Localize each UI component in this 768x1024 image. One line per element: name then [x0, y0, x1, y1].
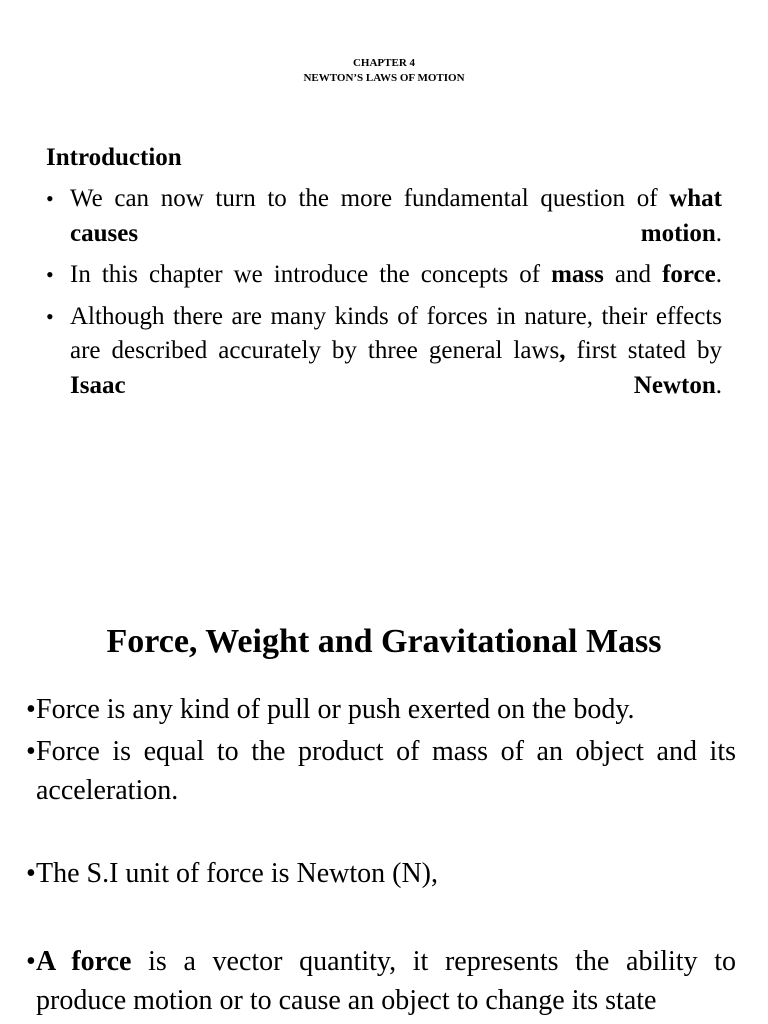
intro-bullet-list	[0, 182, 768, 410]
intro-bullet-2	[46, 258, 722, 293]
bullet-emphasis: Isaac Newton	[70, 371, 716, 399]
bullet-text: We can now turn to the more fundamental question of	[70, 185, 670, 212]
bullet-emphasis: mass	[551, 261, 604, 288]
bullet-text: The S.I unit of force is Newton (N),	[36, 858, 439, 889]
intro-heading: Introduction	[46, 144, 182, 171]
bullet-emphasis: force	[662, 261, 716, 288]
intro-bullet-1	[46, 182, 722, 251]
chapter-title: NEWTON’S LAWS OF MOTION	[303, 72, 465, 84]
bullet-emphasis: ,	[559, 337, 566, 364]
chapter-label: CHAPTER 4	[352, 57, 416, 69]
chapter-header	[0, 56, 768, 86]
force-bullet-3	[26, 854, 736, 893]
force-bullet-2	[26, 732, 736, 810]
section-title: Force, Weight and Gravitational Mass	[106, 623, 662, 660]
bullet-icon: •	[26, 858, 36, 889]
bullet-icon: •	[26, 736, 36, 767]
bullet-icon: •	[26, 694, 36, 725]
bullet-icon: •	[46, 303, 54, 329]
force-bullet-1	[26, 690, 736, 729]
force-bullet-4	[26, 942, 736, 1020]
bullet-text: first stated by	[565, 337, 722, 364]
bullet-text: Although there are many kinds of forces in nature, their effects are described accurately by three general laws	[70, 302, 722, 364]
bullet-emphasis: A force	[36, 946, 132, 977]
bullet-text: and	[603, 261, 663, 288]
bullet-text: In this chapter we introduce the concepts of	[70, 261, 552, 288]
bullet-text: Force is equal to the product of mass of an object and its acceleration.	[36, 736, 736, 806]
bullet-icon: •	[26, 946, 36, 977]
bullet-text: .	[715, 261, 722, 288]
bullet-emphasis: what causes motion	[70, 185, 722, 247]
bullet-text: Force is any kind of pull or push exerted on the body.	[36, 694, 635, 725]
bullet-text: .	[715, 219, 722, 247]
bullet-text: is a vector quantity, it represents the ability to produce motion or to cause an object to change its state	[36, 946, 737, 1016]
bullet-icon: •	[46, 262, 54, 287]
intro-bullet-3	[46, 300, 722, 404]
bullet-text: .	[715, 371, 722, 399]
bullet-icon: •	[46, 186, 54, 211]
force-bullet-list	[26, 690, 736, 1020]
